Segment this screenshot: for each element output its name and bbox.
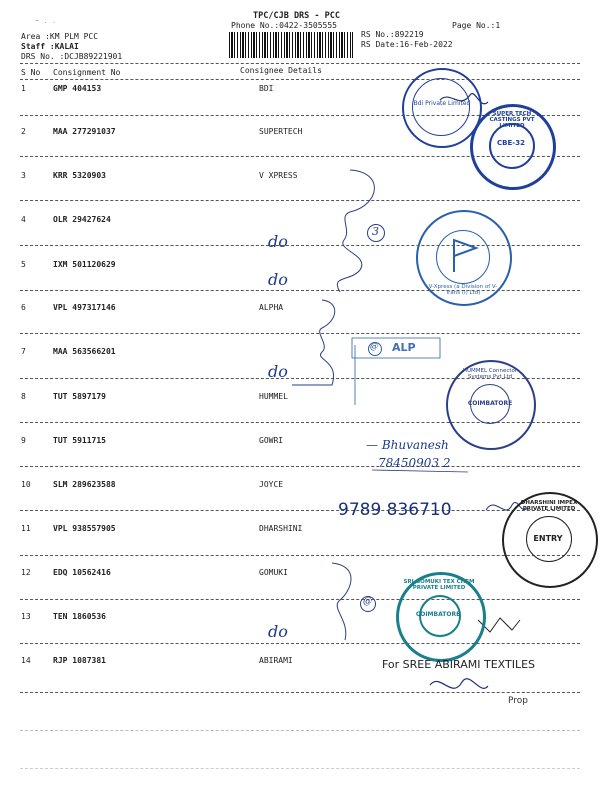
receiver-phone: 78450903 2 [378,456,451,470]
row-sno: 11 [21,524,31,533]
stamp-text: Bdi Private Limited [413,100,471,107]
stamp-text: V-Xpress (a Division of V-Trans (I) Ltd) [428,284,498,296]
ditto-mark: do [268,362,288,381]
ditto-mark: do [268,270,288,289]
ditto-mark: do [268,622,288,641]
row-consignment: RJP 1087381 [53,656,106,665]
row-sno: 8 [21,392,26,401]
rs-number: RS No.:892219 [361,30,424,39]
staff-label: Staff :KALAI [21,42,79,51]
row-sno: 6 [21,303,26,312]
company-stamp [402,68,482,148]
circled-mark-text: @ [370,342,378,351]
receiver-phone: 9789 836710 [338,500,452,520]
abirami-stamp-text: For SREE ABIRAMI TEXTILES [382,658,536,671]
stamp-center-text: COIMBATORE [415,611,461,618]
alp-stamp-text: ALP [392,341,416,354]
row-consignment: VPL 938557905 [53,524,116,533]
row-sno: 3 [21,171,26,180]
row-sno: 10 [21,480,31,489]
scan-mark: ~ . . [35,17,57,25]
row-consignment: MAA 277291037 [53,127,116,136]
area-label: Area :KM PLM PCC [21,32,99,41]
drs-number: DRS No. :DCJB89221901 [21,52,123,61]
stamp-center-text: CBE-32 [497,139,525,147]
row-sno: 1 [21,84,26,93]
row-consignee: ABIRAMI [259,656,293,665]
row-consignment: MAA 563566201 [53,347,116,356]
ditto-mark: do [268,232,288,251]
row-consignment: IXM 501120629 [53,260,116,269]
row-consignment: VPL 497317146 [53,303,116,312]
report-title: TPC/CJB DRS - PCC [253,11,340,21]
page-number: Page No.:1 [452,21,501,30]
row-sno: 13 [21,612,31,621]
row-consignee: GOMUKI [259,568,288,577]
stamp-inner-ring [412,78,470,136]
row-consignment: TEN 1860536 [53,612,106,621]
stamp-text: SUPER TECH CASTINGS PVT LIMITED [489,111,535,129]
row-sno: 9 [21,436,26,445]
phone-number: Phone No.:0422-3505555 [231,21,337,30]
row-sno: 5 [21,260,26,269]
row-consignee: V XPRESS [259,171,298,180]
circled-mark [360,596,376,612]
stamp-center-text: COIMBATORE [467,400,513,407]
row-consignee: GOWRI [259,436,284,445]
row-consignment: GMP 404153 [53,84,102,93]
abirami-stamp-sub: Prop [508,696,528,706]
row-consignment: KRR 5320903 [53,171,106,180]
column-consignment: Consignment No [53,68,121,77]
row-consignment: EDQ 10562416 [53,568,111,577]
company-stamp [502,492,598,588]
row-sno: 2 [21,127,26,136]
stamp-text: DHARSHINI IMPEX PRIVATE LIMITED [520,500,578,512]
row-sno: 14 [21,656,31,665]
row-sno: 12 [21,568,31,577]
receiver-name: — Bhuvanesh [366,438,449,452]
row-consignee: HUMMEL [259,392,288,401]
company-stamp [446,360,536,450]
row-consignee: SUPERTECH [259,127,303,136]
row-consignee: JOYCE [259,480,284,489]
row-consignment: OLR 29427624 [53,215,111,224]
row-consignment: TUT 5911715 [53,436,106,445]
row-sno: 4 [21,215,26,224]
circled-number [367,224,385,242]
flag-icon [446,236,482,276]
stamp-text: SRI GOMUKI TEX CHEM PRIVATE LIMITED [403,579,475,591]
rs-date: RS Date:16-Feb-2022 [361,40,453,49]
row-consignment: TUT 5897179 [53,392,106,401]
circled-number-text: 3 [372,225,379,238]
column-consignee: Consignee Details [240,66,322,75]
column-sno: S No [21,68,41,77]
row-sno: 7 [21,347,26,356]
circled-mark [368,342,382,356]
row-consignee: ALPHA [259,303,284,312]
circled-mark-text: @ [363,597,372,607]
stamp-center-text: ENTRY [533,534,563,543]
row-consignee: BDI [259,84,274,93]
company-stamp [416,210,512,306]
row-consignee: DHARSHINI [259,524,303,533]
company-stamp [396,572,486,662]
row-consignment: SLM 289623588 [53,480,116,489]
stamp-text: HUMMEL Connector Systems Pvt Ltd [462,368,518,380]
company-stamp [470,104,556,190]
